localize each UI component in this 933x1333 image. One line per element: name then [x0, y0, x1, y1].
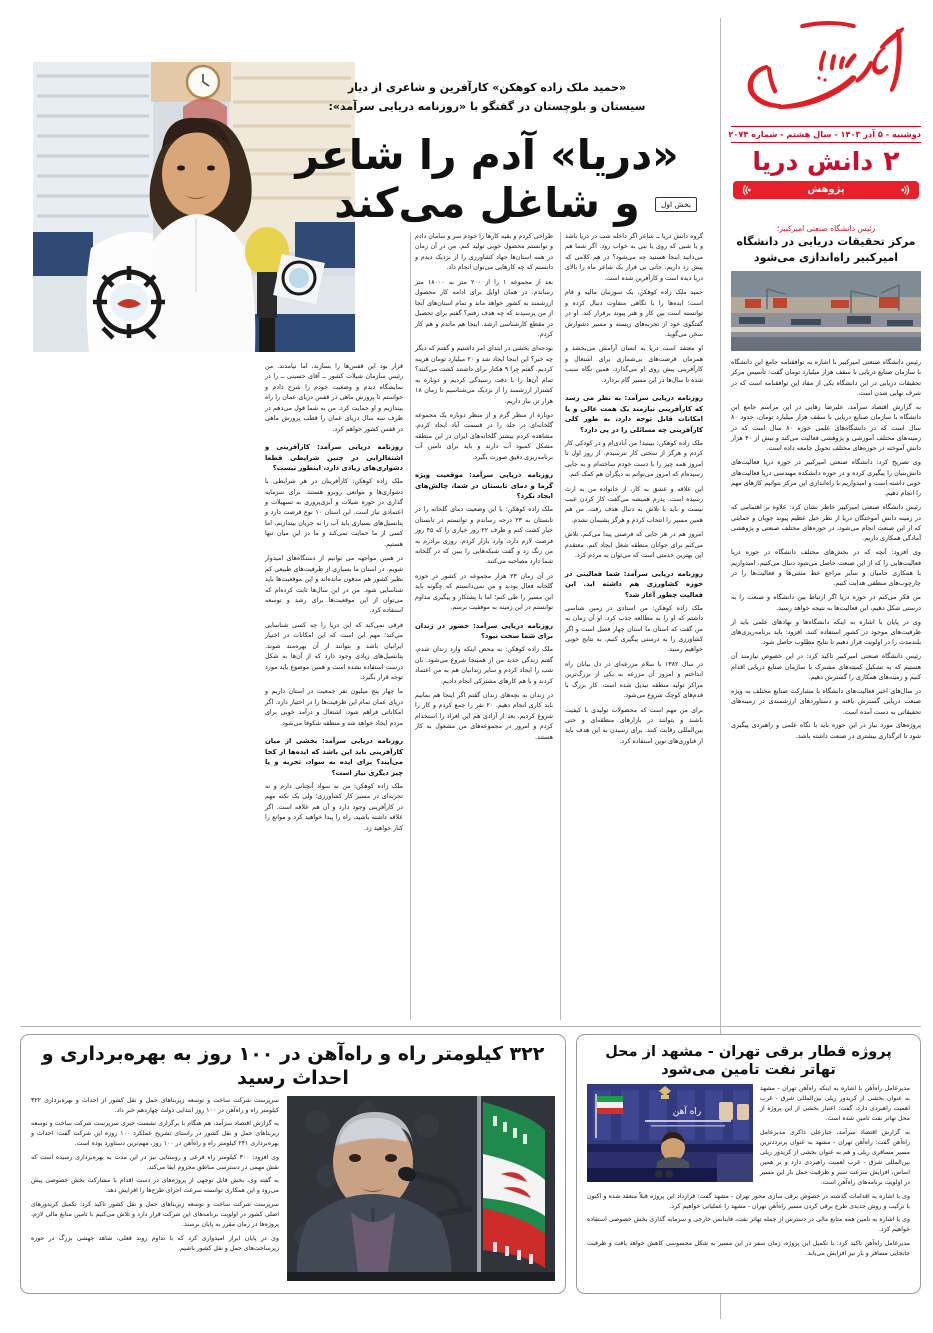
paragraph: این علاقه و عشق به کار، از خانواده من به ارث رسیده است. پدرم همیشه می‌گفت کار کردن عیب نیست و باید با تلاش به دنبال هدف رفت. من هم همین مسیر را انتخاب کردم و هرگز پشیمان نشدم. [565, 485, 703, 524]
question-heading: روزنامه دریایی سرآمد: بخشی از میان کارآفرینی باید این باشد که ایده‌ها از کجا می‌آیند؟ برای ایده به سواد، تجربه و یا چیز دیگری نیاز است؟ [265, 737, 403, 777]
paragraph: به گزارش اقتصاد سرآمد، هم هنگام با برگزاری نشست خبری سرپرست شرکت ساخت و توسعه زیربناهای حمل و نقل کشور در راستای تشریح عملکرد ۱۰۰ روزه این شرکت گفت: احداث و بهره‌برداری ۲۴۱ کیلومتر راه و راه‌آهن در ۱۰۰ روز، مهم‌ترین دستاورد بوده است. [31, 1120, 279, 1148]
paragraph: سرپرست شرکت ساخت و توسعه زیربناهای حمل و نقل کشور از احداث و بهره‌برداری ۳۲۲ کیلومتر راه و راه‌آهن در ۱۰۰ روز ابتدایی دولت چهاردهم خبر داد. [31, 1096, 279, 1114]
question-heading: روزنامه دریایی سرآمد: حضور در زندان برای شما سخت نبود؟ [415, 621, 553, 641]
dateline: دوشنبه - ۵ آذر ۱۴۰۳ - سال هشتم - شماره ۲۰۷۴ [731, 126, 921, 143]
bottom-left-body [31, 1096, 279, 1281]
section-badge-label: پژوهش [807, 184, 845, 195]
bottom-right-body [587, 1084, 910, 1259]
paragraph: ملک زاده کوهکن: ببینید! من آبادی‌ام و در کودکی کار کردم و هرگز از سختی کار نترسیدم. از روز اول تا امروز همه چیز را با دست خودم ساخته‌ام و به جایی رسیده‌ام که امروز می‌توانم به دیگران هم کمک کنم. [565, 439, 703, 479]
logo[interactable] [727, 18, 925, 124]
bottom-story-right [576, 1034, 921, 1294]
paragraph: طراحی کردم و بقیه کارها را خودم سر و سامان دادم و توانستم محصول خوبی تولید کنم. من در آن زمان در همه استان‌ها جهاد کشاورزی را از نزدیک دیدم و دانستم که چه کارهایی می‌توان انجام داد. [415, 233, 553, 272]
podium-photo-graphic [287, 1096, 555, 1281]
port-photo-graphic [731, 271, 921, 351]
paragraph: وی در پایان با اشاره به اینکه دانشگاه‌ها و نهادهای علمی باید از ظرفیت‌های موجود در کشور استفاده کنند، افزود: باید برنامه‌ریزی‌های بلندمدت را در اولویت قرار دهیم تا نتایج مطلوب حاصل شود. [731, 617, 921, 647]
lede-kicker-line2: سیستان و بلوچستان در گفتگو با «روزنامه دریایی سرآمد»: [328, 100, 646, 114]
paragraph: وی افزود: ۳۰۰ کیلومتر راه فرعی و روستایی نیز در این مدت به بهره‌برداری رسیده است که نقش مهمی در دسترسی مناطق محروم ایفا می‌کند. [31, 1153, 279, 1171]
part-badge: بخش اول [655, 197, 697, 212]
main-article-columns [20, 232, 709, 1020]
paragraph: پروژه‌های مورد نیاز در این حوزه باید با نگاه علمی و راهبردی پیگیری شود تا اثرگذاری بیشتری در صنعت داشته باشد. [731, 721, 921, 740]
paragraph: سرپرست شرکت ساخت و توسعه زیربناهای حمل و نقل کشور تاکید کرد: تکمیل کریدورهای اصلی کشور در اولویت برنامه‌های این شرکت قرار دارد و تلاش می‌کنیم با تامین منابع مالی لازم، پروژه‌ها در زمان مقرر به پایان برسند. [31, 1200, 279, 1229]
paragraph: بودجه‌ای بخشی در ابتدای امر داشتیم و گفتم که دیگر چه خبر؟ این اینجا ایجاد شد و ۲۰ میلیارد تومان هزینه کردیم. گفتم چرا ۹ هکتار برای داشتند کشت می‌کنند؟ تمام آن‌ها را با دقت رسیدگی کردیم و دوباره به کشتزار ارزشمند را از نزدیک می‌شناسیم تا زمان ۱۸ هزار تن نیاز داریم. [415, 345, 554, 405]
section-badge-bar[interactable] [733, 181, 919, 199]
paragraph: ما چهار پنج میلیون نفر جمعیت در استان داریم و دریای عمان تمام این ظرفیت‌ها را در اختیار دارد. اگر امکاناتی فراهم شود، اشتغال و درآمد خوبی برای مردم ایجاد خواهد شد و منطقه شکوفا می‌شود. [265, 688, 403, 727]
bottom-stories [20, 1034, 921, 1294]
port-industrial-photo [731, 271, 921, 351]
paragraph: ملک زاده کوهکن: من نه سواد آنچنانی دارم و نه تجربه‌ای در مسیر کار کشاورزی؛ ولی یک نکته مهم در کارآفرینی وجود دارد و آن هم علاقه است. اگر علاقه داشته باشید، راه را پیدا خواهید کرد و موانع را کنار خواهید زد. [265, 782, 403, 832]
headline-line2: و شاغل می‌کند [334, 178, 640, 227]
paragraph: رئیس دانشگاه صنعتی امیرکبیر با اشاره به توافقنامه جامع این دانشگاه با سازمان صنایع دریایی با سقف هزار میلیارد تومان گفت: تأسیس مرکز تحقیقات دریایی در این دانشگاه یکی از مفاد این توافقنامه است که در شرف نهایی شدن است. [731, 357, 921, 397]
bottom-story-left [20, 1034, 566, 1294]
bottom-left-headline: ۳۲۲ کیلومتر راه و راه‌آهن در ۱۰۰ روز به بهره‌برداری و احداث رسید [41, 1043, 545, 1089]
paragraph: ملک زاده کوهکن: با این وضعیت دمای گلخانه را در تابستان به ۲۳ درجه رساندم و توانستم در تابستان خیار کشت کنم و ظرف ۲۲ روز خیاری را که ۴۵ روز فرصت لازم دارد، وارد بازار کردم. روزی برادرم به من زنگ زد و گفت شبکه‌هایی را ببین که در گلخانه شما دارد مصاحبه می‌کنند. [415, 506, 554, 566]
official-at-podium-photo [287, 1096, 555, 1281]
page-title [263, 131, 711, 228]
paragraph: رئیس دانشگاه صنعتی امیرکبیر خاطر نشان کرد: علاوه بر اهتمامی که در زمینه دانش آموختگان دریا از نظر خیل عظیم پیوند جویان و حمایتی که از این صنعت انجام می‌شود، در حوزه‌های مختلف صنعتی و پژوهشی آمادگی همکاری داریم. [731, 503, 921, 543]
paragraph: در آن زمان ۲۳ هزار مجموعه در کشور در حوزه گلخانه فعال بودند و من نمی‌دانستم که چگونه باید این مسیر را طی کنم؛ اما با پشتکار و پیگیری مداوم توانستم در این زمینه به موفقیت برسم. [415, 572, 553, 612]
section-title: دانش دریا [752, 146, 874, 176]
question-heading: روزنامه دریایی سرآمد: موقعیت ویژه گرما و دمای تابستان در شما، چالش‌های ایجاد نکرد؟ [415, 471, 553, 501]
horizontal-rule [20, 1026, 921, 1027]
paragraph: رئیس دانشگاه صنعتی امیرکبیر تاکید کرد: در این خصوص نیازمند آن هستیم که به تشکیل کمیته‌های مشترک با سازمان صنایع دریایی اقدام کنیم و زمینه‌های همکاری را گسترش دهیم. [731, 652, 921, 681]
railways-press-conference-photo [587, 1084, 753, 1182]
paragraph: برای من مهم است که محصولات تولیدی با کیفیت باشند و بتوانند در بازارهای منطقه‌ای و حتی بین‌المللی رقابت کنند. برای رسیدن به این هدف باید از فناوری‌های نوین استفاده کرد. [565, 706, 703, 745]
paragraph: فرقی نمی‌کند که این دریا را چه کسی شناسایی می‌کند؛ مهم این است که این امکانات در اختیار ایرانیان باشد و بتوانند از آن بهره‌مند شوند. پتانسیل‌های زیادی وجود دارد که از آن‌ها به شکل درست استفاده نشده است و همین موضوع باید مورد توجه قرار بگیرد. [265, 621, 403, 682]
article-column-2 [409, 232, 559, 1020]
paragraph: بعد از مجموعه ۱ را از ۲۰۰ متر به ۱۸۰۰۰ متر رساندم. در همان اوایل برای ادامه کار محصول ارزشمند به کشور خواهد ماند و تمام استان‌های آنجا از من پرسیدند که چه هدف رفتم؟ گفتم برای تحصیل در مقطع کارشناسی ارشد. اینجا هم ماندم و هم کار کردم. [415, 278, 553, 338]
bottom-right-headline: پروژه قطار برقی تهران - مشهد از محل تهاتر نفت تامین می‌شود [605, 1044, 892, 1079]
paragraph: وی با اشاره به اقدامات گذشته در خصوص برقی سازی محور تهران - مشهد گفت: قرارداد این پروژه قبلاً منعقد شده و اکنون با ترکیب و روش جدیدی طرح برقی کردن مسیر راه‌آهن تهران - مشهد را عملیاتی خواهیم کرد. [587, 1192, 910, 1210]
paragraph: به گفته وی، بخش قابل توجهی از پروژه‌های در دست اقدام با مشارکت بخش خصوصی پیش می‌رود و این همکاری توانسته سرعت اجرای طرح‌ها را افزایش دهد. [31, 1177, 279, 1195]
signal-icon [739, 184, 752, 196]
masthead [727, 18, 925, 199]
lede-kicker-line1: «حمید ملک زاده کوهکن» کارآفرین و شاعری از دیار [347, 81, 627, 94]
paragraph: ملک زاده کوهکن: من استادی در زمین شناسی داشتم که او را به مطالعه جذب کرد. او آن زمان به من گفت که استان ما استان چهار فصل است و اگر کشاورزی را به درستی پیگیری کنیم، به نتایج خوبی خواهیم رسید. [565, 604, 703, 654]
question-heading: روزنامه دریایی سرآمد: کارآفرینی و اشتغالزایی در چنین شرایطی قطعا دشواری‌های زیادی دارد، اینطور نیست؟ [265, 443, 403, 473]
paragraph: مدیرعامل راه‌آهن تاکید کرد: با تکمیل این پروژه، زمان سفر در این مسیر به شکل محسوسی کاهش خواهد یافت و ظرفیت جابجایی مسافر و بار نیز افزایش می‌یابد. [587, 1239, 910, 1257]
paragraph: او معتقد است دریا به انسان آرامش می‌بخشد و همزمان فرصت‌های بی‌شماری برای اشتغال و کارآفرینی پیش روی او می‌گذارد. همین نگاه سبب شده تا سال‌ها در این مسیر گام بردارد. [565, 345, 703, 384]
paragraph: ملک زاده کوهکن: به محض اینکه وارد زندان شدم، گفتم زندگی جدید من از همینجا شروع می‌شود. نان شب را ایجاد کردم و سایر زندانیان هم به من اعتماد کردند و با هم کارهای مشترکی انجام دادیم. [415, 646, 553, 685]
paragraph: وی در پایان ابراز امیدواری کرد که با تداوم روند فعلی، شاهد جهشی بزرگ در حوزه زیرساخت‌های حمل و نقل کشور باشیم. [31, 1234, 279, 1252]
right-column-body [731, 357, 921, 741]
banner-fa-text: راه آهن [672, 1107, 702, 1118]
paragraph: دوباره از منظر گرم و از منظر دوباره یک مجموعه گلخانه‌ای در جلد را در قسمت آباد ایجاد کردم. مشاهده کردم بیشتر گلخانه‌های ایران در این منطقه مشکل کمبود آب دارند و باید برای تامین آب برنامه‌ریزی دقیق صورت بگیرد. [415, 412, 553, 461]
paragraph: مدیرعامل راه‌آهن با اشاره به اینکه راه‌آهن تهران - مشهد به عنوان بخشی از کریدور ریلی بین‌المللی شرق - غرب اهمیت راهبردی دارد، گفت: اعتبار بخشی از این پروژه از محل تهاتر نفت تامین شده است. [760, 1085, 910, 1123]
right-kicker: رئیس دانشگاه صنعتی امیرکبیر؛ [776, 224, 876, 233]
question-heading: روزنامه دریایی سرآمد: شما فعالیتی در حوزه کشاورزی هم داشته اید. این فعالیت چطور آغاز شد؟ [565, 569, 703, 599]
bottom-left-inner [31, 1096, 555, 1281]
paragraph: من فکر می‌کنم در حوزه دریا اگر ارتباط بین دانشگاه و صنعت را به درستی شکل دهیم، این فعالیت‌ها به نتیجه خواهد رسید. [731, 593, 921, 612]
paragraph: گروه دانش دریا ــ شاعر اگر داخله شب در دریا باشد و یا شبی که روی یا نبی به خواب رود. اگر شما هم می‌دانید اینجا هستید چه می‌شود؟ در هم کلامی که پیش زد داریم، جانی بی قرار یک شاعر ماه را بالای دریا دیده است و کارآفرین شده است. [565, 233, 703, 282]
right-editorial-column [731, 224, 921, 745]
paragraph: امروز هم در هر جایی که فرصتی پیدا می‌کنم، تلاش می‌کنم برای جوانان منطقه شغل ایجاد کنم. معتقدم این بهترین خدمتی است که می‌توان به مردم کرد. [565, 531, 703, 560]
paragraph: وی تصریح کرد: دانشگاه صنعتی امیرکبیر در حوزه دریا فعالیت‌های دانش‌بنیان را پیگیری کرده و در حوزه دانشکده مهندسی دریا فعالیت‌های خوبی داشته است و امیدواریم با راه‌اندازی این مرکز بتوانیم کارهای مهم را انجام دهیم. [731, 458, 921, 498]
saramad-logo-icon [733, 18, 919, 122]
paragraph: ملک زاده کوهکن: کارآفرینان در هر شرایطی با دشواری‌ها و موانعی روبرو هستند. برای سرمایه گذاری در حوزه شیلات و آبزی‌پروری به تسهیلات و اعتمادی نیاز است. این استان ۱۰ نوع فرصت دارد و پتانسیل‌های بسیاری باید آب را به جریان بیندازیم، اما کسی از ما حمایت نمی‌کند و ما در این میان تنها هستیم. [265, 478, 403, 548]
paragraph: در همین مواجهه می توانیم از دستگاه‌های امیدوار شویم. در استان ما بسیاری از ظرفیت‌های طبیعی کم نظیر کشور هم مدفون مانده‌اند و این موقعیت‌ها باید شناسایی شود. من در این سال‌ها ثابت کرده‌ام که می‌توان از این موقعیت‌ها برای رشد و توسعه استفاده کرد. [265, 555, 403, 615]
article-column-1 [259, 232, 409, 1020]
paragraph: حمید ملک زاده کوهکن، یک سوزنبان مالیه و فام است؛ ایده‌ها را با نگاهی متفاوت دنبال کرده و توانسته است بین کار و هنر پیوند برقرار کند. او در گفتگوی خود از تجربه‌های زیسته و مسیر دشوارش سخن می‌گوید. [565, 289, 703, 338]
section-row [727, 145, 925, 177]
railways-photo-graphic [587, 1084, 753, 1182]
paragraph: قرار بود این قفس‌ها را بسازند، اما نیامدند. من رئیس سازمان شیلات کشور ــ آقای حسینی ــ را در نمایشگاه دیدم و وضعیت خودم را شرح دادم و خواستم تا پرورش ماهی در قفس دریای عمان را راه بیندازیم و او حمایت کرد. من به شما قول می‌دهم در ظرف سه سال دریای عمان را قطب پرورش ماهی در قفس کشور خواهم کرد. [265, 363, 403, 433]
paragraph: وی افزود: آنچه که در بخش‌های مختلف دانشگاه در حوزه دریا فعالیت‌هایی را که از این صنعت حاصل می‌شود دنبال می‌کنیم، امیدواریم با همکاری حامیان و سایر مراجع خط مشی‌ها و فعالیت‌ها را در چارچوب‌های منطقی هدایت کنیم. [731, 548, 921, 588]
signal-icon [900, 184, 913, 196]
headline-line1: «دریا» آدم را شاعر [295, 130, 679, 179]
right-headline: مرکز تحقیقات دریایی در دانشگاه امیرکبیر راه‌اندازی می‌شود [736, 235, 916, 264]
paragraph: در زندان به بچه‌های زندان گفتم اگر اینجا هم بمانیم باید کاری انجام دهیم. ۲۰ نفر را جمع کردم و کار را شروع کردیم. بعد از آزادی هم این افراد را استخدام کردم و امروز در مجموعه‌های من مشغول به کار هستند. [415, 691, 553, 741]
question-heading: روزنامه دریایی سرآمد: به نظر می رسد که کارآفرینی نیازمند یک همت عالی و یا امکانات قابل توجه دارد، به طور کلی کارآفرینی چه مسائلی را در پی دارد؟ [565, 394, 703, 434]
article-column-3 [559, 232, 709, 1020]
lede-block [263, 78, 711, 227]
paragraph: در سال‌های اخیر فعالیت‌های دانشگاه با مشارکت صنایع مختلف به ویژه صنعت دریایی گسترش یافته و دستاوردهای ارزشمندی در زمینه‌های تحقیقاتی به دست آمده است. [731, 686, 921, 716]
paragraph: به گزارش اقتصاد سرآمد، جبارعلی ذاکری مدیرعامل راه‌آهن گفت: راه‌آهن تهران - مشهد به عنوان پرترددترین مسیر مسافری ریلی و هم به عنوان بخشی از کریدور ریلی بین‌المللی شرق - غرب اهمیت راهبردی دارد و بر همین اساس، افزایش سرعت سیر و ظرفیت حمل بار این مسیر در اولویت برنامه‌های راه‌آهن است. [760, 1128, 910, 1187]
page-number: ۲ [883, 145, 900, 177]
paragraph: در سال ۱۳۸۲ با سلام مزرعه‌ای در دل بیابان راه انداختم و امروز آن مزرعه به یکی از بزرگ‌ترین مراکز تولید منطقه تبدیل شده است. کار بزرگ با قدم‌های کوچک شروع می‌شود. [565, 660, 703, 700]
paragraph: به گزارش اقتصاد سرآمد، علیرضا رهایی در این مراسم جامع این دانشگاه با سازمان صنایع دریایی با سقف هزار میلیارد تومان، حدود ۸۰ سال است که در دانشگاه‌های علمی حوزه ۸۰ سال است که در زمینه‌های مختلف آموزشی و پژوهشی فعالیت می‌کند و بیش از ۴۰ هزار دانش آموخته در حوزه‌های مختلف تحویل جامعه داده است. [731, 402, 921, 453]
paragraph: وی با اشاره به تامین همه منابع مالی در دسترس از جمله تهاتر نفت، فاینانس خارجی و سرمایه گذاری بخش خصوصی استفاده خواهیم کرد. [587, 1216, 910, 1234]
